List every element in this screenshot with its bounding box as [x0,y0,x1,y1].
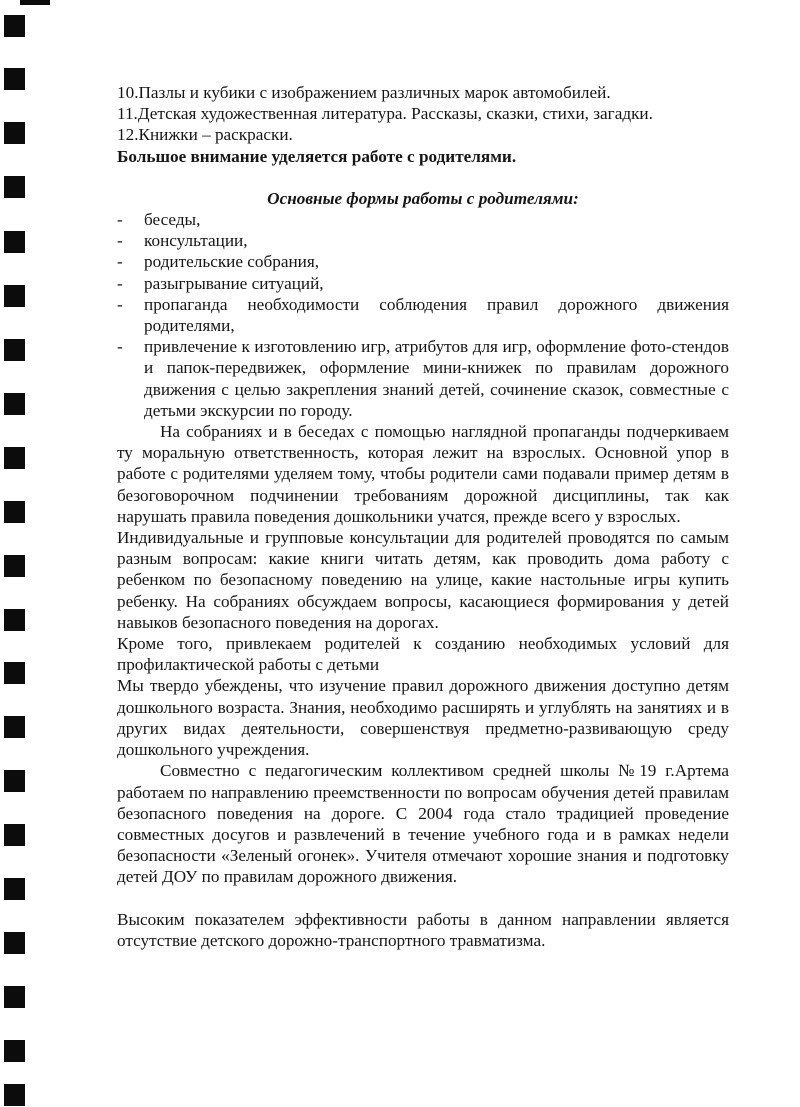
list-item-text: беседы, [144,210,201,230]
list-item-text: консультации, [144,231,248,251]
punch-hole [4,1040,25,1062]
bullet-marker: - [117,294,123,314]
paragraph-consultations: Индивидуальные и групповые консультации для родителей проводятся по самым разным вопросам: какие книги читать детям, как проводить дома работу с ребенком по безопасному поведению на улице, какие настольные игры купить ребенку. На собраниях обсуждаем вопросы, касающиеся формирования у детей навыков безопасного поведения на дорогах. [117,528,729,632]
punch-hole [4,878,25,900]
punch-hole [4,231,25,253]
list-item [117,251,729,272]
bullet-marker: - [117,252,123,272]
list-item-text: родительские собрания, [144,252,320,272]
list-item [117,336,729,421]
list-item-text: разыгрывание ситуаций, [144,273,324,293]
bold-statement: Большое внимание уделяется работе с родителями. [117,146,517,166]
punch-hole [4,176,25,198]
list-item-text: привлечение к изготовлению игр, атрибутов для игр, оформление фото-стендов и папок-передвижек, оформление мини-книжек по правилам дорожного движения с целью закрепления знаний детей, сочинение сказок, совместные с детьми экскурсии по городу. [144,337,729,420]
list-item-text: пропаганда необходимости соблюдения правил дорожного движения родителями, [144,294,729,336]
punch-hole [4,1084,25,1106]
punch-hole [4,824,25,846]
punch-hole [4,609,25,631]
punch-hole [4,393,25,415]
list-item-11: 11.Детская художественная литература. Рассказы, сказки, стихи, загадки. [117,104,653,124]
list-item [117,230,729,251]
paragraph-result: Высоким показателем эффективности работы в данном направлении является отсутствие детского дорожно-транспортного травматизма. [117,909,729,950]
paragraph-school: Совместно с педагогическим коллективом средней школы №19 г.Артема работаем по направлению преемственности по вопросам обучения детей правилам безопасного поведения на дороге. С 2004 года стало традицией проведение совместных досугов и развлечений в течение учебного года и в рамках недели безопасности «Зеленый огонек». Учителя отмечают хорошие знания и подготовку детей ДОУ по правилам дорожного движения. [117,761,729,887]
punch-hole [4,770,25,792]
punch-hole [4,501,25,523]
bullet-marker: - [117,210,123,230]
bullet-marker: - [117,337,123,357]
punch-hole [4,555,25,577]
punch-hole [4,339,25,361]
punch-hole [4,122,25,144]
paragraph-meetings: На собраниях и в беседах с помощью наглядной пропаганды подчеркиваем ту моральную ответственность, которая лежит на взрослых. Основной упор в работе с родителями уделяем тому, чтобы родители сами подавали пример детям в безоговорочном подчинении требованиям дорожной дисциплины, так как нарушать правила поведения дошкольники учатся, прежде всего у взрослых. [117,422,729,526]
punch-hole [4,716,25,738]
list-item [117,273,729,294]
punch-hole [4,15,25,37]
punch-hole [4,986,25,1008]
document-page [117,82,729,951]
forms-list [117,209,729,421]
bullet-marker: - [117,231,123,251]
punch-hole [4,285,25,307]
punch-hole [4,68,25,90]
punch-hole [4,932,25,954]
list-item-12: 12.Книжки – раскраски. [117,125,293,145]
punch-hole-strip [0,0,30,1107]
list-item [117,209,729,230]
forms-heading: Основные формы работы с родителями: [267,188,579,208]
paragraph-conditions: Кроме того, привлекаем родителей к созданию необходимых условий для профилактической работы с детьми [117,634,729,675]
punch-hole [4,662,25,684]
list-item-10: 10.Пазлы и кубики с изображением различных марок автомобилей. [117,83,611,102]
bullet-marker: - [117,273,123,293]
punch-hole [4,447,25,469]
paragraph-belief: Мы твердо убеждены, что изучение правил дорожного движения доступно детям дошкольного возраста. Знания, необходимо расширять и углублять на занятиях и в других видах деятельности, совершенствуя предметно-развивающую среду дошкольного учреждения. [117,676,729,760]
list-item [117,294,729,336]
